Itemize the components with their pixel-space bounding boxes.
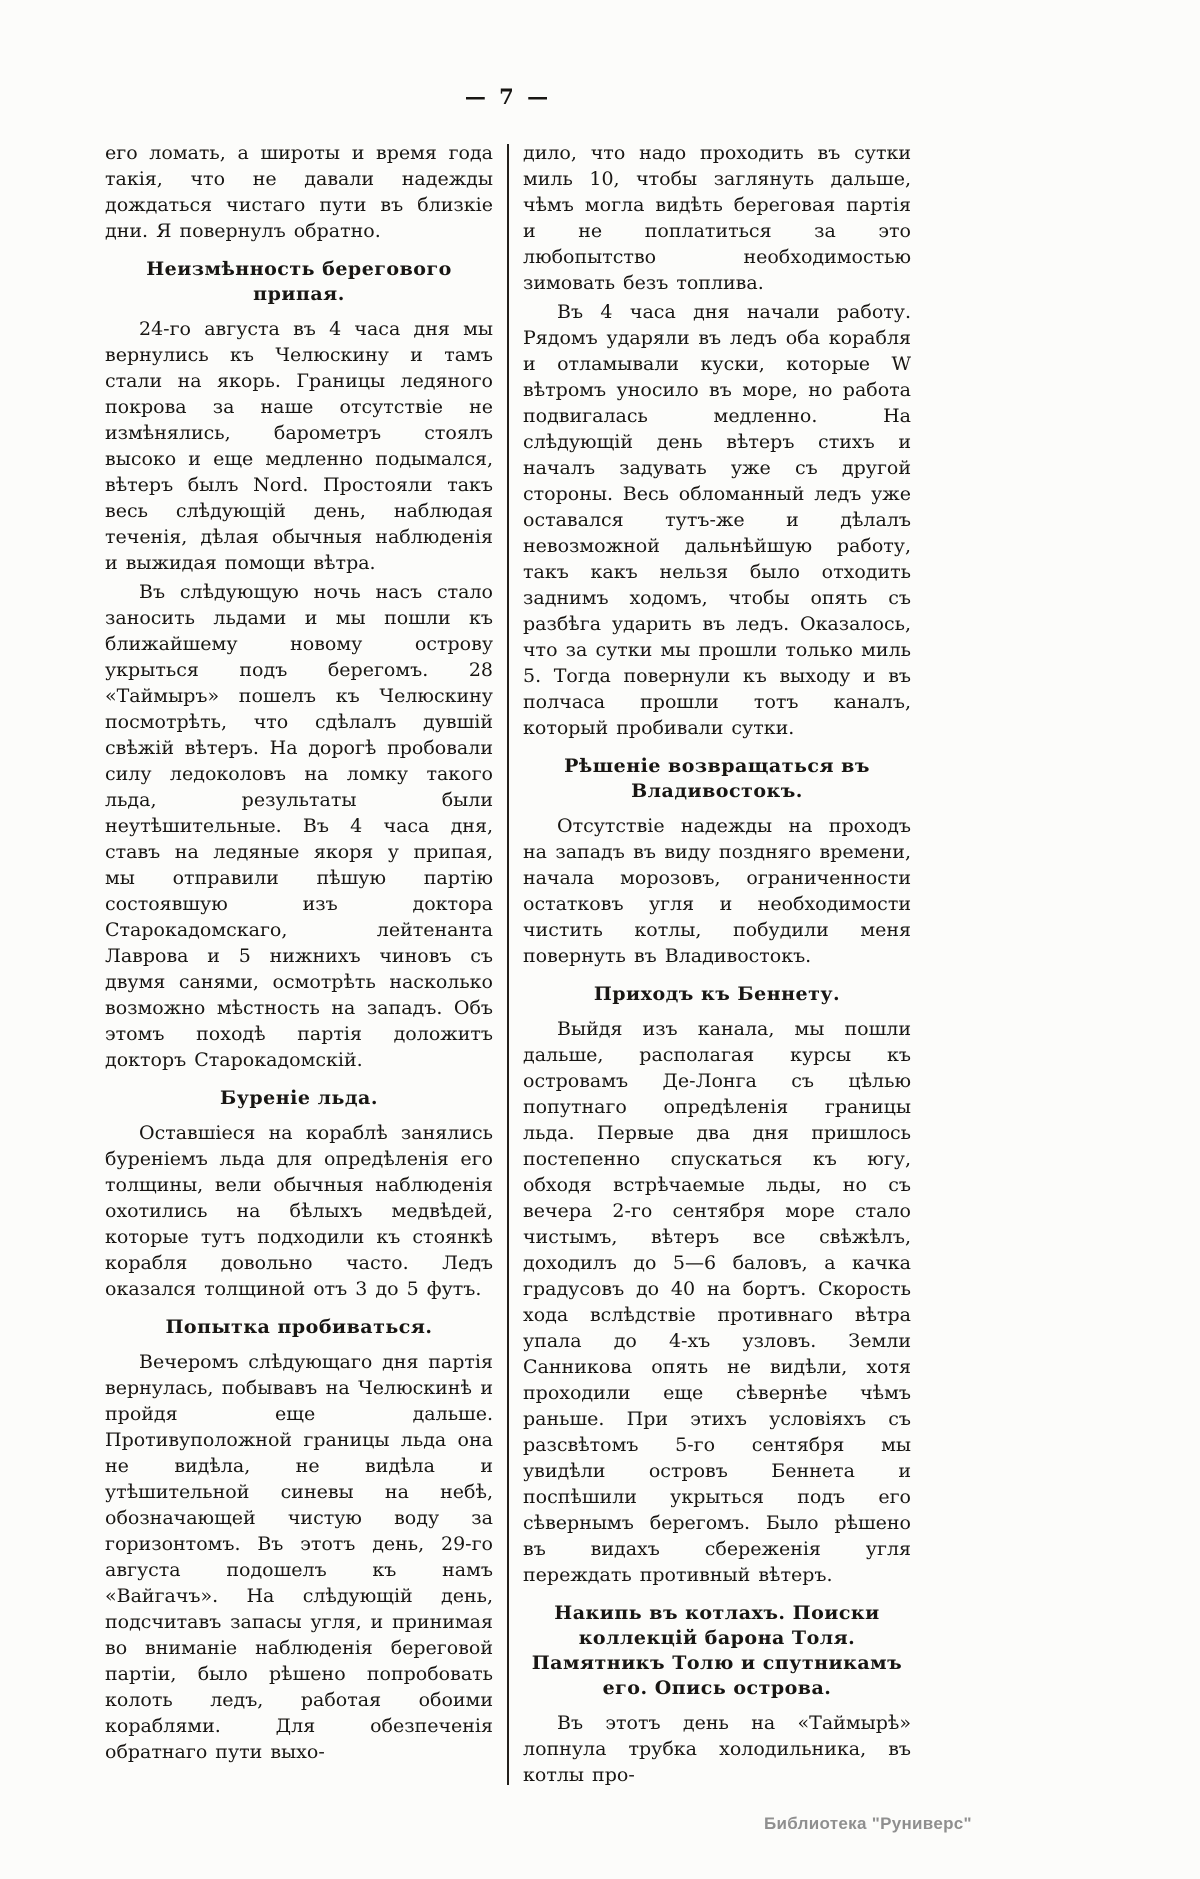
right-column [523, 140, 911, 1791]
section-heading: Приходъ къ Беннету. [593, 983, 841, 1005]
paragraph: Въ этотъ день на «Таймырѣ» лопнула трубка холодильника, въ котлы про- [523, 1712, 911, 1786]
section-heading: Рѣшеніе возвращаться въ Владивостокъ. [564, 755, 870, 802]
column-divider [507, 144, 509, 1785]
paragraph: Въ слѣдующую ночь насъ стало заносить льдами и мы пошли къ ближайшему новому острову укрыться подъ берегомъ. 28 «Таймыръ» пошелъ къ Челюскину посмотрѣть, что сдѣлалъ дувшій свѣжій вѣтеръ. На дорогѣ пробовали силу ледоколовъ на ломку такого льда, результаты были неутѣшительные. Въ 4 часа дня, ставъ на ледяные якоря у припая, мы отправили пѣшую партію состоявшую изъ доктора Старокадомскаго, лейтенанта Лаврова и 5 нижнихъ чиновъ съ двумя санями, осмотрѣть насколько возможно мѣстность на западъ. Объ этомъ походѣ партія доложитъ докторъ Старокадомскій. [105, 581, 493, 1071]
paragraph: 24-го августа въ 4 часа дня мы вернулись къ Челюскину и тамъ стали на якорь. Границы ледяного покрова за наше отсутствіе не измѣнялись, барометръ стоялъ высоко и еще медленно подымался, вѣтеръ былъ Nord. Простояли такъ весь слѣдующій день, наблюдая теченія, дѣлая обычныя наблюденія и выжидая помощи вѣтра. [105, 318, 493, 574]
section-heading: Попытка пробиваться. [165, 1316, 433, 1338]
paragraph: Вечеромъ слѣдующаго дня партія вернулась, побывавъ на Челюскинѣ и пройдя еще дальше. Противуположной границы льда она не видѣла, не видѣла и утѣшительной синевы на небѣ, обозначающей чистую воду за горизонтомъ. Въ этотъ день, 29-го августа подошелъ къ намъ «Вайгачъ». На слѣдующій день, подсчитавъ запасы угля, и принимая во вниманіе наблюденія береговой партіи, было рѣшено попробовать колоть ледъ, работая обоими кораблями. Для обезпеченія обратнаго пути выхо- [105, 1351, 493, 1763]
section-heading: Накипь въ котлахъ. Поиски коллекцій барона Толя. Памятникъ Толю и спутникамъ его. Опись острова. [531, 1602, 903, 1699]
paragraph: его ломать, а широты и время года такія, что не давали надежды дождаться чистаго пути въ близкіе дни. Я повернулъ обратно. [105, 142, 493, 242]
left-column [105, 140, 493, 1791]
section-heading: Неизмѣнность берегового припая. [146, 258, 452, 305]
page-number: — 7 — [464, 84, 552, 109]
paragraph: дило, что надо проходить въ сутки миль 10, чтобы заглянуть дальше, чѣмъ могла видѣть береговая партія и не поплатиться за это любопытство необходимостью зимовать безъ топлива. [523, 142, 911, 294]
paragraph: Выйдя изъ канала, мы пошли дальше, располагая курсы къ островамъ Де-Лонга съ цѣлью попутнаго опредѣленія границы льда. Первые два дня пришлось постепенно спускаться къ югу, обходя встрѣчаемые льды, но съ вечера 2-го сентября море стало чистымъ, вѣтеръ все свѣжѣлъ, доходилъ до 5—6 баловъ, а качка градусовъ до 40 на бортъ. Скорость хода вслѣдствіе противнаго вѣтра упала до 4-хъ узловъ. Земли Санникова опять не видѣли, хотя проходили еще сѣвернѣе чѣмъ раньше. При этихъ условіяхъ съ разсвѣтомъ 5-го сентября мы увидѣли островъ Беннета и поспѣшили укрыться подъ его сѣвернымъ берегомъ. Было рѣшено въ видахъ сбереженія угля переждать противный вѣтеръ. [523, 1018, 911, 1586]
paragraph: Оставшіеся на кораблѣ занялись буреніемъ льда для опредѣленія его толщины, вели обычныя наблюденія охотились на бѣлыхъ медвѣдей, которые тутъ подходили къ стоянкѣ корабля довольно часто. Ледъ оказался толщиной отъ 3 до 5 футъ. [105, 1122, 493, 1300]
paragraph: Отсутствіе надежды на проходъ на западъ въ виду поздняго времени, начала морозовъ, ограниченности остатковъ угля и необходимости чистить котлы, побудили меня повернуть въ Владивостокъ. [523, 815, 911, 967]
section-heading: Буреніе льда. [220, 1087, 378, 1109]
paragraph: Въ 4 часа дня начали работу. Рядомъ ударяли въ ледъ оба корабля и отламывали куски, которые W вѣтромъ уносило въ море, но работа подвигалась медленно. На слѣдующій день вѣтеръ стихъ и началъ задувать уже съ другой стороны. Весь обломанный ледъ уже оставался тутъ-же и дѣлалъ невозможной дальнѣйшую работу, такъ какъ нельзя было отходить заднимъ ходомъ, чтобы опять съ разбѣга ударить въ ледъ. Оказалось, что за сутки мы прошли только миль 5. Тогда повернули къ выходу и въ полчаса прошли тотъ каналъ, который пробивали сутки. [523, 301, 911, 739]
text-block [105, 140, 911, 1791]
library-watermark: Библиотека "Руниверс" [764, 1814, 972, 1833]
